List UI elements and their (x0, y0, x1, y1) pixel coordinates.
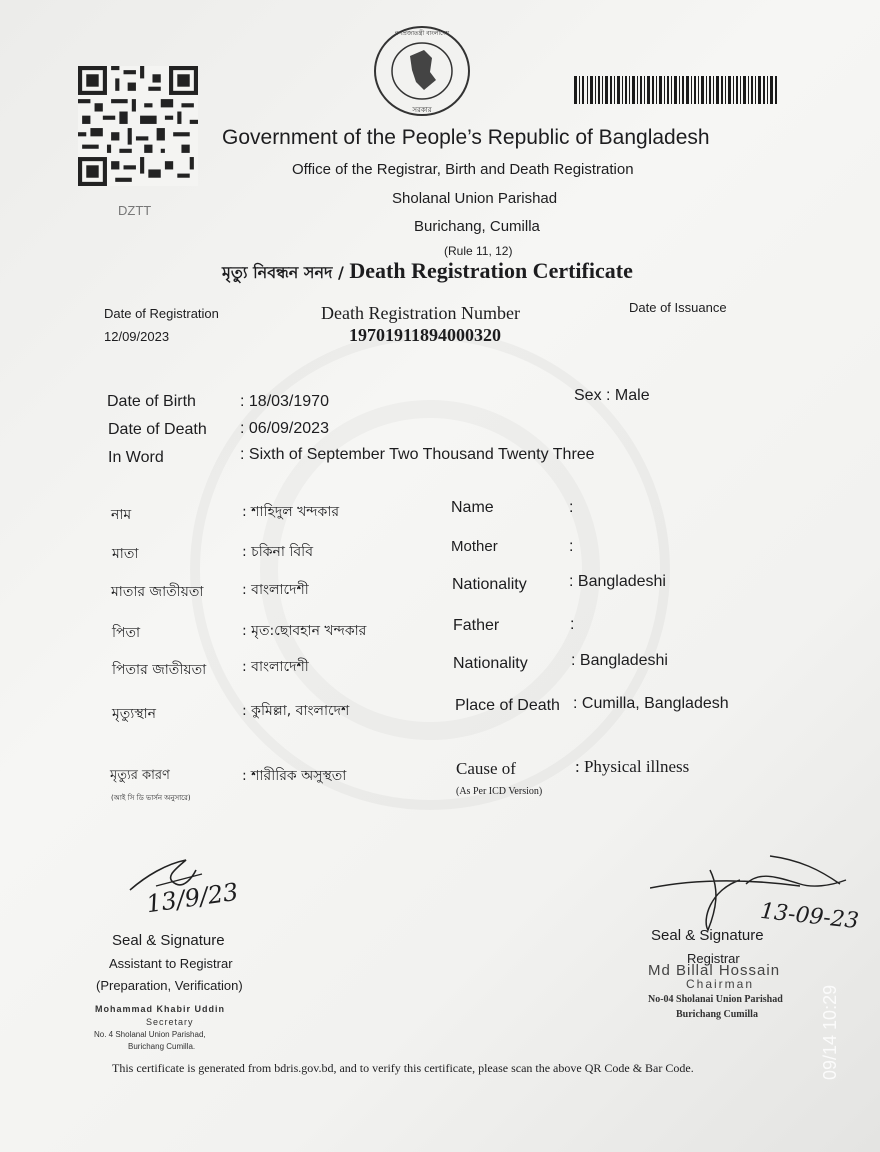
mother-en-label: Mother (451, 538, 498, 555)
mother-nationality-en-label: Nationality (452, 576, 527, 593)
cause-bn-value: : শারীরিক অসুস্থতা (242, 768, 347, 784)
registrar-stamp-name: Md Billal Hossain (648, 962, 781, 979)
cause-en-label: Cause of (456, 759, 516, 778)
father-nationality-bn-label: পিতার জাতীয়তা (112, 662, 207, 678)
assistant-stamp-office: No. 4 Sholanal Union Parishad, (94, 1030, 206, 1039)
assistant-stamp-name: Mohammad Khabir Uddin (95, 1004, 226, 1014)
cause-bn-label: মৃত্যুর কারণ (110, 768, 170, 783)
father-bn-label: পিতা (112, 625, 141, 641)
seal-text-top: গণপ্রজাতন্ত্রী বাংলাদেশ (394, 30, 450, 37)
father-nationality-bn-value: : বাংলাদেশী (242, 659, 309, 675)
certificate-title-en: Death Registration Certificate (343, 258, 633, 283)
death-place-en-label: Place of Death (455, 697, 560, 714)
death-date-label: Date of Death (108, 421, 207, 438)
assistant-seal-label: Seal & Signature (112, 932, 225, 949)
father-en-label: Father (453, 617, 500, 634)
mother-nationality-bn-value: : বাংলাদেশী (242, 582, 309, 598)
mother-bn-label: মাতা (112, 546, 139, 562)
in-word-label: In Word (108, 449, 164, 466)
death-date-value: : 06/09/2023 (240, 420, 329, 437)
registration-number-label: Death Registration Number (321, 303, 520, 323)
father-bn-value: : মৃত:ছোবহান খন্দকার (242, 623, 367, 639)
cause-bn-sub: (আই সি ডি ভার্সন অনুসারে) (111, 794, 191, 802)
assistant-role: Assistant to Registrar (109, 956, 233, 971)
assistant-stamp-title: Secretary (146, 1017, 194, 1027)
barcode (574, 76, 778, 104)
father-nationality-en-label: Nationality (453, 655, 528, 672)
father-en-value: : (570, 616, 575, 633)
assistant-stamp-location: Burichang Cumilla. (128, 1042, 196, 1051)
location-heading: Burichang, Cumilla (414, 218, 540, 235)
registration-number-value: 19701911894000320 (349, 325, 502, 345)
birth-date-label: Date of Birth (107, 393, 196, 410)
mother-en-value: : (569, 538, 574, 555)
seal-text-bottom: সরকার (412, 106, 432, 114)
name-en-value: : (569, 499, 574, 516)
cause-en-value: : Physical illness (575, 757, 690, 776)
registrar-stamp-title: Chairman (686, 977, 755, 991)
mother-nationality-en-value: : Bangladeshi (569, 573, 666, 590)
registrar-role: Registrar (687, 951, 740, 966)
certificate-title (222, 258, 633, 287)
death-place-en-value: : Cumilla, Bangladesh (573, 695, 729, 712)
registration-date-label: Date of Registration (104, 306, 219, 321)
sex-value: Sex : Male (574, 387, 650, 404)
rule-text: (Rule 11, 12) (444, 244, 513, 258)
qr-caption: DZTT (118, 203, 152, 218)
government-heading: Government of the People’s Republic of Bangladesh (222, 126, 710, 149)
verification-footer: This certificate is generated from bdris.gov.bd, and to verify this certificate, please scan the above QR Code & Bar Code. (112, 1061, 694, 1075)
death-place-bn-label: মৃত্যুস্থান (112, 706, 157, 722)
registrar-seal-label: Seal & Signature (651, 927, 764, 944)
certificate-title-bn: মৃত্যু নিবন্ধন সনদ / (222, 263, 344, 282)
assistant-signature-date: 13/9/23 (144, 877, 241, 919)
name-bn-label: নাম (111, 507, 132, 523)
registration-date-value: 12/09/2023 (104, 329, 170, 344)
registrar-stamp-office: No-04 Sholanai Union Parishad (648, 994, 783, 1005)
death-place-bn-value: : কুমিল্লা, বাংলাদেশ (242, 703, 350, 719)
cause-en-sub: (As Per ICD Version) (456, 786, 543, 797)
edge-timestamp: 09/14 10:29 (820, 984, 840, 1080)
office-heading: Office of the Registrar, Birth and Death Registration (292, 161, 634, 178)
qr-code (78, 66, 198, 186)
father-nationality-en-value: : Bangladeshi (571, 652, 668, 669)
union-heading: Sholanal Union Parishad (392, 190, 558, 207)
government-seal (372, 24, 472, 118)
registrar-stamp-location: Burichang Cumilla (676, 1009, 758, 1020)
name-bn-value: : শাহিদুল খন্দকার (242, 504, 340, 520)
mother-bn-value: : চকিনা বিবি (242, 544, 313, 560)
assistant-role-sub: (Preparation, Verification) (96, 978, 243, 993)
registrar-signature-date: 13-09-23 (758, 898, 860, 935)
birth-date-value: : 18/03/1970 (240, 393, 329, 410)
issuance-date-label: Date of Issuance (629, 300, 727, 315)
in-word-value: : Sixth of September Two Thousand Twenty Three (240, 446, 595, 463)
mother-nationality-bn-label: মাতার জাতীয়তা (111, 584, 204, 600)
name-en-label: Name (451, 499, 494, 516)
